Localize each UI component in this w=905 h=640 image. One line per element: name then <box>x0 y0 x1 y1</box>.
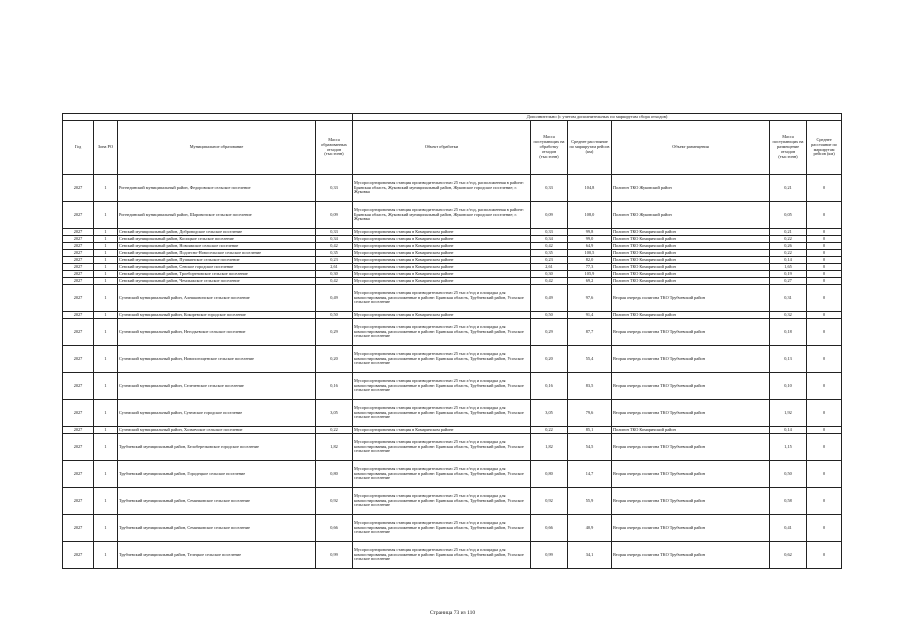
col-header-placement-object: Объект размещения <box>612 121 770 175</box>
cell-avg-distance-processing: 82,0 <box>568 257 612 264</box>
cell-avg-distance-placement: 0 <box>807 264 842 271</box>
cell-avg-distance-processing: 69,2 <box>568 278 612 285</box>
cell-mass-waste: 0,29 <box>316 319 353 346</box>
cell-placement-object: Полигон ТКО Комаричский район <box>612 243 770 250</box>
cell-year: 2027 <box>63 243 94 250</box>
cell-municipality: Суземский муниципальный район, Холмечское сельское поселение <box>118 427 316 434</box>
cell-processing-object: Мусоросортировочная станция в Комаричском районе <box>353 278 531 285</box>
cell-avg-distance-placement: 0 <box>807 461 842 488</box>
cell-mass-waste: 0,80 <box>316 461 353 488</box>
cell-zone: 1 <box>94 346 118 373</box>
cell-mass-to-processing: 0,22 <box>531 427 568 434</box>
cell-mass-to-placement: 0,32 <box>770 312 807 319</box>
cell-avg-distance-placement: 0 <box>807 515 842 542</box>
cell-mass-to-processing: 0,92 <box>531 488 568 515</box>
cell-avg-distance-processing: 83,5 <box>568 373 612 400</box>
cell-mass-to-placement: 0,10 <box>770 373 807 400</box>
col-header-zone: Зона РО <box>94 121 118 175</box>
cell-mass-to-processing: 0,16 <box>531 373 568 400</box>
table-row <box>63 319 842 346</box>
cell-mass-waste: 0,49 <box>316 285 353 312</box>
table-body <box>63 175 842 569</box>
cell-mass-to-placement: 0,18 <box>770 319 807 346</box>
cell-mass-to-placement: 1,15 <box>770 434 807 461</box>
table-row <box>63 229 842 236</box>
cell-placement-object: Полигон ТКО Комаричский район <box>612 312 770 319</box>
cell-mass-waste: 0,23 <box>316 257 353 264</box>
cell-placement-object: Вторая очередь полигона ТКО Трубчевский район <box>612 346 770 373</box>
cell-placement-object: Полигон ТКО Комаричский район <box>612 236 770 243</box>
cell-mass-to-processing: 0,33 <box>531 175 568 202</box>
cell-placement-object: Полигон ТКО Комаричский район <box>612 250 770 257</box>
cell-zone: 1 <box>94 175 118 202</box>
table-row <box>63 400 842 427</box>
cell-zone: 1 <box>94 285 118 312</box>
cell-mass-to-processing: 0,49 <box>531 285 568 312</box>
cell-mass-waste: 0,33 <box>316 229 353 236</box>
table-row <box>63 243 842 250</box>
table-row <box>63 264 842 271</box>
cell-processing-object: Мусоросортировочная станция производительностью 25 тыс.т/год и площадка для компостирования, расположенные в районе: Брянская область, Трубчевский район, Усохское сельское поселение <box>353 434 531 461</box>
table-row <box>63 285 842 312</box>
table-row <box>63 427 842 434</box>
cell-placement-object: Вторая очередь полигона ТКО Трубчевский район <box>612 542 770 569</box>
cell-avg-distance-placement: 0 <box>807 400 842 427</box>
cell-year: 2027 <box>63 346 94 373</box>
cell-avg-distance-placement: 0 <box>807 236 842 243</box>
cell-zone: 1 <box>94 515 118 542</box>
table-header-row <box>63 121 842 175</box>
cell-processing-object: Мусоросортировочная станция производительностью 25 тыс.т/год и площадка для компостирования, расположенные в районе: Брянская область, Трубчевский район, Усохское сельское поселение <box>353 373 531 400</box>
table-row <box>63 488 842 515</box>
cell-year: 2027 <box>63 236 94 243</box>
cell-mass-to-processing: 0,33 <box>531 229 568 236</box>
cell-zone: 1 <box>94 257 118 264</box>
cell-processing-object: Мусоросортировочная станция в Комаричском районе <box>353 250 531 257</box>
table-row <box>63 515 842 542</box>
cell-zone: 1 <box>94 373 118 400</box>
cell-processing-object: Мусоросортировочная станция в Комаричском районе <box>353 243 531 250</box>
table-row <box>63 271 842 278</box>
cell-zone: 1 <box>94 202 118 229</box>
table-row <box>63 542 842 569</box>
cell-processing-object: Мусоросортировочная станция производительностью 25 тыс.т/год и площадка для компостирования, расположенные в районе: Брянская область, Трубчевский район, Усохское сельское поселение <box>353 346 531 373</box>
cell-municipality: Трубчевский муниципальный район, Городецкое сельское поселение <box>118 461 316 488</box>
cell-mass-to-placement: 0,31 <box>770 285 807 312</box>
cell-mass-to-placement: 0,21 <box>770 175 807 202</box>
cell-avg-distance-processing: 91,4 <box>568 312 612 319</box>
cell-municipality: Рогнединский муниципальный район, Федоровское сельское поселение <box>118 175 316 202</box>
cell-avg-distance-processing: 64,9 <box>568 243 612 250</box>
cell-placement-object: Вторая очередь полигона ТКО Трубчевский район <box>612 400 770 427</box>
cell-zone: 1 <box>94 461 118 488</box>
cell-placement-object: Полигон ТКО Комаричский район <box>612 427 770 434</box>
cell-year: 2027 <box>63 400 94 427</box>
cell-avg-distance-processing: 99,8 <box>568 229 612 236</box>
cell-year: 2027 <box>63 488 94 515</box>
table-row <box>63 257 842 264</box>
cell-mass-to-processing: 0,42 <box>531 243 568 250</box>
cell-year: 2027 <box>63 542 94 569</box>
cell-zone: 1 <box>94 400 118 427</box>
cell-placement-object: Вторая очередь полигона ТКО Трубчевский район <box>612 515 770 542</box>
cell-zone: 1 <box>94 427 118 434</box>
cell-avg-distance-placement: 0 <box>807 434 842 461</box>
cell-avg-distance-placement: 0 <box>807 319 842 346</box>
table-row <box>63 346 842 373</box>
cell-mass-to-placement: 0,14 <box>770 257 807 264</box>
cell-mass-waste: 0,99 <box>316 542 353 569</box>
table-row <box>63 312 842 319</box>
cell-avg-distance-processing: 100,5 <box>568 250 612 257</box>
cell-processing-object: Мусоросортировочная станция производительностью 25 тыс.т/год и площадка для компостирования, расположенные в районе: Брянская область, Трубчевский район, Усохское сельское поселение <box>353 319 531 346</box>
cell-processing-object: Мусоросортировочная станция в Комаричском районе <box>353 427 531 434</box>
cell-year: 2027 <box>63 427 94 434</box>
cell-mass-to-placement: 0,62 <box>770 542 807 569</box>
cell-avg-distance-placement: 0 <box>807 229 842 236</box>
cell-municipality: Севский муниципальный район, Доброводское сельское поселение <box>118 229 316 236</box>
cell-zone: 1 <box>94 319 118 346</box>
cell-mass-to-placement: 0,58 <box>770 488 807 515</box>
cell-mass-waste: 0,34 <box>316 236 353 243</box>
cell-mass-waste: 0,42 <box>316 243 353 250</box>
cell-avg-distance-processing: 108,0 <box>568 202 612 229</box>
cell-processing-object: Мусоросортировочная станция производительностью 25 тыс.т/год и площадка для компостирования, расположенные в районе: Брянская область, Трубчевский район, Усохское сельское поселение <box>353 461 531 488</box>
table-banner-row <box>63 114 842 121</box>
cell-placement-object: Полигон ТКО Комаричский район <box>612 257 770 264</box>
cell-avg-distance-placement: 0 <box>807 542 842 569</box>
table-row <box>63 278 842 285</box>
table-row <box>63 461 842 488</box>
cell-placement-object: Вторая очередь полигона ТКО Трубчевский район <box>612 285 770 312</box>
cell-zone: 1 <box>94 312 118 319</box>
cell-year: 2027 <box>63 319 94 346</box>
cell-municipality: Трубчевский муниципальный район, Телецкое сельское поселение <box>118 542 316 569</box>
cell-placement-object: Вторая очередь полигона ТКО Трубчевский район <box>612 319 770 346</box>
cell-mass-waste: 0,92 <box>316 488 353 515</box>
cell-mass-to-processing: 3,05 <box>531 400 568 427</box>
cell-zone: 1 <box>94 542 118 569</box>
cell-mass-waste: 0,30 <box>316 271 353 278</box>
cell-zone: 1 <box>94 236 118 243</box>
cell-avg-distance-processing: 55,4 <box>568 346 612 373</box>
cell-year: 2027 <box>63 202 94 229</box>
cell-mass-to-processing: 0,50 <box>531 312 568 319</box>
cell-zone: 1 <box>94 488 118 515</box>
cell-placement-object: Вторая очередь полигона ТКО Трубчевский район <box>612 461 770 488</box>
col-header-avg-distance-processing: Среднее расстояние по маршрутам рейсов (км) <box>568 121 612 175</box>
cell-year: 2027 <box>63 461 94 488</box>
cell-municipality: Суземский муниципальный район, Селеченское сельское поселение <box>118 373 316 400</box>
cell-avg-distance-processing: 105,9 <box>568 271 612 278</box>
cell-avg-distance-placement: 0 <box>807 257 842 264</box>
cell-mass-to-processing: 0,66 <box>531 515 568 542</box>
cell-processing-object: Мусоросортировочная станция производительностью 25 тыс.т/год и площадка для компостирования, расположенные в районе: Брянская область, Трубчевский район, Усохское сельское поселение <box>353 400 531 427</box>
cell-zone: 1 <box>94 243 118 250</box>
cell-processing-object: Мусоросортировочная станция производительностью 25 тыс.т/год и площадка для компостирования, расположенные в районе: Брянская область, Трубчевский район, Усохское сельское поселение <box>353 488 531 515</box>
cell-avg-distance-processing: 87,7 <box>568 319 612 346</box>
cell-municipality: Севский муниципальный район, Чемлыжское сельское поселение <box>118 278 316 285</box>
cell-placement-object: Полигон ТКО Комаричский район <box>612 271 770 278</box>
cell-mass-waste: 2,61 <box>316 264 353 271</box>
cell-municipality: Севский муниципальный район, Подлесно-Новосельское сельское поселение <box>118 250 316 257</box>
cell-mass-to-placement: 0,14 <box>770 427 807 434</box>
col-header-processing-object: Объект обработки <box>353 121 531 175</box>
cell-avg-distance-placement: 0 <box>807 202 842 229</box>
cell-processing-object: Мусоросортировочная станция производительностью 25 тыс.т/год, расположенная в районе: Брянская область, Жуковский муниципальный район, Жуковское городское поселение; г. Жуковка <box>353 202 531 229</box>
cell-mass-to-processing: 1,82 <box>531 434 568 461</box>
cell-year: 2027 <box>63 264 94 271</box>
cell-year: 2027 <box>63 175 94 202</box>
cell-zone: 1 <box>94 264 118 271</box>
cell-avg-distance-placement: 0 <box>807 427 842 434</box>
cell-avg-distance-processing: 99,0 <box>568 236 612 243</box>
cell-avg-distance-processing: 97,6 <box>568 285 612 312</box>
cell-mass-to-placement: 0,19 <box>770 271 807 278</box>
cell-avg-distance-placement: 0 <box>807 175 842 202</box>
cell-processing-object: Мусоросортировочная станция в Комаричском районе <box>353 264 531 271</box>
cell-mass-waste: 3,05 <box>316 400 353 427</box>
cell-avg-distance-processing: 79,6 <box>568 400 612 427</box>
cell-mass-to-processing: 0,34 <box>531 236 568 243</box>
cell-municipality: Суземский муниципальный район, Алешковичское сельское поселение <box>118 285 316 312</box>
cell-placement-object: Вторая очередь полигона ТКО Трубчевский район <box>612 488 770 515</box>
waste-routes-table <box>62 113 842 569</box>
cell-zone: 1 <box>94 434 118 461</box>
cell-avg-distance-placement: 0 <box>807 278 842 285</box>
cell-avg-distance-placement: 0 <box>807 250 842 257</box>
table-top-header: Дополнительно (с учетом дополнительных по маршрутам сбора отходов) <box>353 114 842 121</box>
cell-mass-to-placement: 0,21 <box>770 229 807 236</box>
cell-mass-waste: 0,22 <box>316 427 353 434</box>
cell-processing-object: Мусоросортировочная станция в Комаричском районе <box>353 236 531 243</box>
cell-mass-waste: 0,35 <box>316 250 353 257</box>
table-row <box>63 202 842 229</box>
cell-year: 2027 <box>63 285 94 312</box>
cell-avg-distance-placement: 0 <box>807 312 842 319</box>
cell-zone: 1 <box>94 250 118 257</box>
cell-zone: 1 <box>94 271 118 278</box>
cell-mass-waste: 0,33 <box>316 175 353 202</box>
col-header-mass-to-placement: Масса поступающих на размещение отходов (тыс.тонн) <box>770 121 807 175</box>
cell-processing-object: Мусоросортировочная станция в Комаричском районе <box>353 229 531 236</box>
cell-avg-distance-processing: 14,7 <box>568 461 612 488</box>
cell-mass-to-placement: 0,50 <box>770 461 807 488</box>
cell-mass-waste: 0,20 <box>316 346 353 373</box>
cell-municipality: Суземский муниципальный район, Кокоревское городское поселение <box>118 312 316 319</box>
cell-processing-object: Мусоросортировочная станция производительностью 25 тыс.т/год и площадка для компостирования, расположенные в районе: Брянская область, Трубчевский район, Усохское сельское поселение <box>353 542 531 569</box>
cell-mass-to-processing: 0,23 <box>531 257 568 264</box>
cell-processing-object: Мусоросортировочная станция производительностью 25 тыс.т/год и площадка для компостирования, расположенные в районе: Брянская область, Трубчевский район, Усохское сельское поселение <box>353 285 531 312</box>
cell-mass-waste: 0,42 <box>316 278 353 285</box>
cell-mass-waste: 1,82 <box>316 434 353 461</box>
cell-mass-to-processing: 0,09 <box>531 202 568 229</box>
cell-mass-to-placement: 0,13 <box>770 346 807 373</box>
cell-municipality: Суземский муниципальный район, Негодьевское сельское поселение <box>118 319 316 346</box>
cell-avg-distance-placement: 0 <box>807 488 842 515</box>
cell-processing-object: Мусоросортировочная станция в Комаричском районе <box>353 312 531 319</box>
col-header-mass-waste: Масса образованных отходов (тыс.тонн) <box>316 121 353 175</box>
cell-municipality: Севский муниципальный район, Косицкое сельское поселение <box>118 236 316 243</box>
cell-year: 2027 <box>63 515 94 542</box>
cell-year: 2027 <box>63 271 94 278</box>
page-number: Страница 73 из 110 <box>429 610 476 616</box>
cell-year: 2027 <box>63 312 94 319</box>
cell-mass-to-processing: 0,29 <box>531 319 568 346</box>
cell-municipality: Рогнединский муниципальный район, Шаровичское сельское поселение <box>118 202 316 229</box>
cell-placement-object: Вторая очередь полигона ТКО Трубчевский район <box>612 434 770 461</box>
cell-municipality: Севский муниципальный район, Пушкинское сельское поселение <box>118 257 316 264</box>
cell-placement-object: Полигон ТКО Жуковский район <box>612 202 770 229</box>
table-row <box>63 236 842 243</box>
cell-avg-distance-processing: 77,3 <box>568 264 612 271</box>
cell-municipality: Севский муниципальный район, Севское городское поселение <box>118 264 316 271</box>
cell-placement-object: Полигон ТКО Комаричский район <box>612 264 770 271</box>
cell-processing-object: Мусоросортировочная станция в Комаричском районе <box>353 257 531 264</box>
cell-mass-waste: 0,16 <box>316 373 353 400</box>
cell-processing-object: Мусоросортировочная станция производительностью 25 тыс.т/год и площадка для компостирования, расположенные в районе: Брянская область, Трубчевский район, Усохское сельское поселение <box>353 515 531 542</box>
cell-mass-to-placement: 1,65 <box>770 264 807 271</box>
cell-mass-to-processing: 0,20 <box>531 346 568 373</box>
cell-mass-to-processing: 0,99 <box>531 542 568 569</box>
cell-municipality: Севский муниципальный район, Новоямское сельское поселение <box>118 243 316 250</box>
cell-avg-distance-processing: 104,8 <box>568 175 612 202</box>
cell-avg-distance-placement: 0 <box>807 373 842 400</box>
cell-year: 2027 <box>63 434 94 461</box>
col-header-mass-to-processing: Масса поступающих на обработку отходов (тыс.тонн) <box>531 121 568 175</box>
cell-avg-distance-placement: 0 <box>807 243 842 250</box>
cell-avg-distance-processing: 40,9 <box>568 515 612 542</box>
cell-avg-distance-placement: 0 <box>807 346 842 373</box>
cell-mass-to-processing: 0,35 <box>531 250 568 257</box>
cell-zone: 1 <box>94 278 118 285</box>
col-header-year: Год <box>63 121 94 175</box>
cell-placement-object: Полигон ТКО Комаричский район <box>612 229 770 236</box>
cell-avg-distance-placement: 0 <box>807 285 842 312</box>
col-header-avg-distance-placement: Среднее расстояние по маршрутам рейсов (км) <box>807 121 842 175</box>
cell-year: 2027 <box>63 257 94 264</box>
cell-mass-waste: 0,09 <box>316 202 353 229</box>
col-header-municipality: Муниципальное образование <box>118 121 316 175</box>
cell-mass-to-placement: 0,41 <box>770 515 807 542</box>
cell-avg-distance-placement: 0 <box>807 271 842 278</box>
cell-municipality: Трубчевский муниципальный район, Семячковское сельское поселение <box>118 515 316 542</box>
cell-placement-object: Вторая очередь полигона ТКО Трубчевский район <box>612 373 770 400</box>
cell-year: 2027 <box>63 229 94 236</box>
table-row <box>63 434 842 461</box>
cell-mass-to-placement: 0,26 <box>770 243 807 250</box>
cell-municipality: Суземский муниципальный район, Суземское городское поселение <box>118 400 316 427</box>
cell-mass-waste: 0,50 <box>316 312 353 319</box>
cell-municipality: Трубчевский муниципальный район, Семячковское сельское поселение <box>118 488 316 515</box>
cell-zone: 1 <box>94 229 118 236</box>
cell-mass-to-processing: 2,61 <box>531 264 568 271</box>
table-row <box>63 175 842 202</box>
cell-mass-to-processing: 0,80 <box>531 461 568 488</box>
cell-processing-object: Мусоросортировочная станция производительностью 25 тыс.т/год, расположенная в районе: Брянская область, Жуковский муниципальный район, Жуковское городское поселение; г. Жуковка <box>353 175 531 202</box>
cell-mass-to-placement: 0,05 <box>770 202 807 229</box>
cell-avg-distance-processing: 55,9 <box>568 488 612 515</box>
cell-mass-to-placement: 0,22 <box>770 250 807 257</box>
cell-mass-to-processing: 0,30 <box>531 271 568 278</box>
cell-avg-distance-processing: 54,5 <box>568 434 612 461</box>
cell-mass-to-placement: 0,27 <box>770 278 807 285</box>
cell-year: 2027 <box>63 250 94 257</box>
cell-placement-object: Полигон ТКО Жуковский район <box>612 175 770 202</box>
cell-avg-distance-processing: 34,1 <box>568 542 612 569</box>
cell-municipality: Севский муниципальный район, Троебортновское сельское поселение <box>118 271 316 278</box>
cell-mass-waste: 0,66 <box>316 515 353 542</box>
cell-year: 2027 <box>63 373 94 400</box>
cell-municipality: Трубчевский муниципальный район, Белоберезковское городское поселение <box>118 434 316 461</box>
table-row <box>63 250 842 257</box>
table-row <box>63 373 842 400</box>
banner-spacer <box>63 114 353 121</box>
cell-municipality: Суземский муниципальный район, Новопогощенское сельское поселение <box>118 346 316 373</box>
cell-mass-to-placement: 1,92 <box>770 400 807 427</box>
cell-placement-object: Полигон ТКО Комаричский район <box>612 278 770 285</box>
cell-avg-distance-processing: 85,1 <box>568 427 612 434</box>
cell-year: 2027 <box>63 278 94 285</box>
cell-mass-to-processing: 0,42 <box>531 278 568 285</box>
cell-mass-to-placement: 0,22 <box>770 236 807 243</box>
cell-processing-object: Мусоросортировочная станция в Комаричском районе <box>353 271 531 278</box>
